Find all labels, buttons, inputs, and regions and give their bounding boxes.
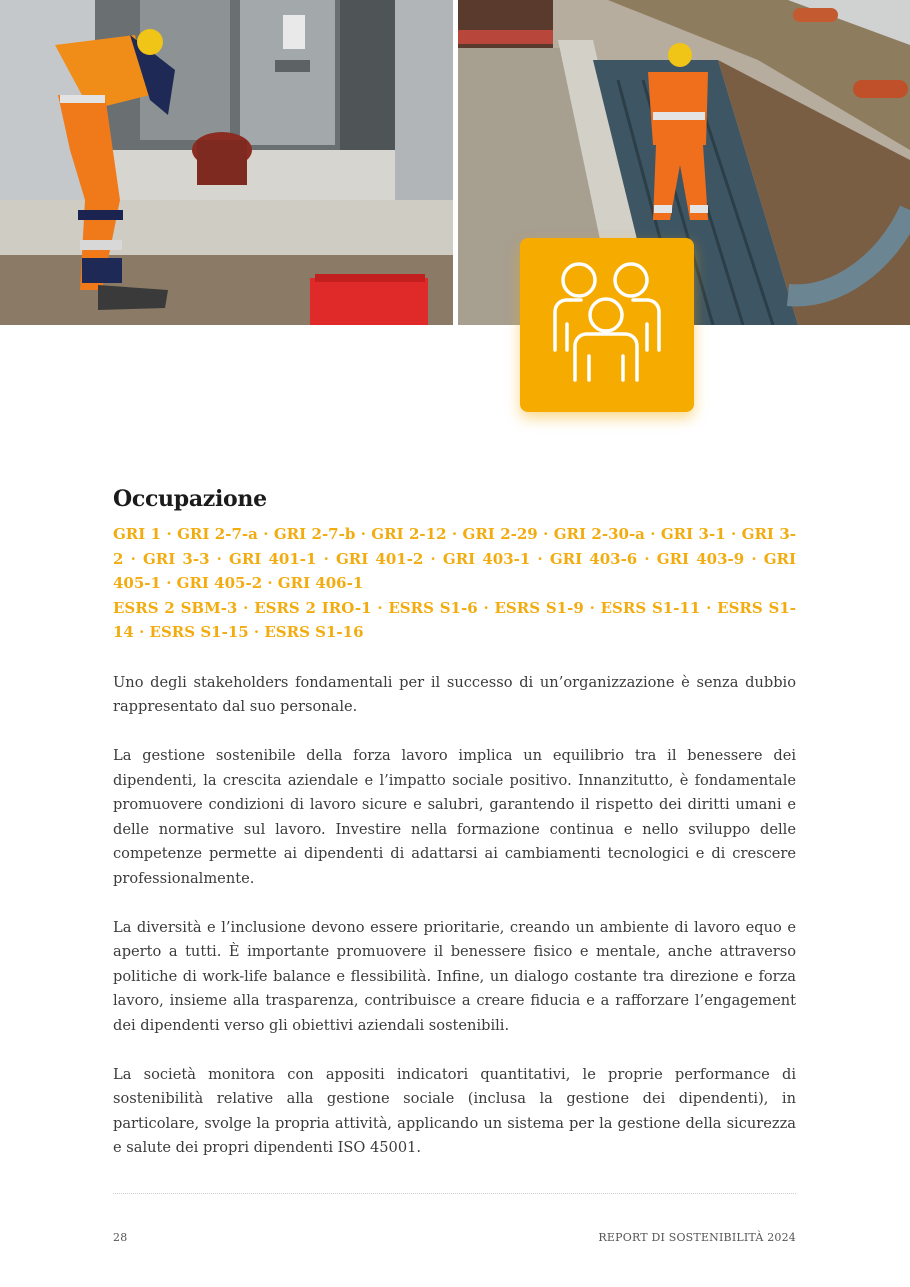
body-paragraph: La società monitora con appositi indicatori quantitativi, le proprie performance di sostenibilità relative alla gestione sociale (inclusa la gestione dei dipendenti), in particolare, svolge la propria attività, applicando un sistema per la gestione della sicurezza e salute dei propri dipendenti ISO 45001. <box>113 1065 796 1156</box>
report-title: REPORT DI SOSTENIBILITÀ 2024 <box>598 1231 796 1244</box>
esrs-codes: ESRS 2 SBM-3 · ESRS 2 IRO-1 · ESRS S1-6 · ESRS S1-9 · ESRS S1-11 · ESRS S1-14 · ESRS S1-15 · ESRS S1-16 <box>113 598 796 641</box>
worker-at-substation-photo <box>0 0 453 325</box>
body-paragraph: La diversità e l’inclusione devono essere prioritarie, creando un ambiente di lavoro equo e aperto a tutti. È importante promuovere il benessere fisico e mentale, anche attraverso politiche di work-life balance e flessibilità. Infine, un dialogo costante tra direzione e forza lavoro, insieme alla trasparenza, contribuisce a creare fiducia e a rafforzare l’engagement dei dipendenti verso gli obiettivi aziendali sostenibili. <box>113 918 796 1034</box>
gri-codes: GRI 1 · GRI 2-7-a · GRI 2-7-b · GRI 2-12 · GRI 2-29 · GRI 2-30-a · GRI 3-1 · GRI 3-2 · GRI 3-3 · GRI 401-1 · GRI 401-2 · GRI 403-1 · GRI 403-6 · GRI 403-9 · GRI 405-1 · GRI 405-2 · GRI 406-1 <box>113 525 796 592</box>
section-content <box>113 486 796 1161</box>
body-paragraph: Uno degli stakeholders fondamentali per il successo di un’organizzazione è senza dubbio rappresentato dal suo personale. <box>113 673 796 715</box>
body-paragraph: La gestione sostenibile della forza lavoro implica un equilibrio tra il benessere dei dipendenti, la crescita aziendale e l’impatto sociale positivo. Innanzitutto, è fondamentale promuovere condizioni di lavoro sicure e salubri, garantendo il rispetto dei diritti umani e delle normative sul lavoro. Investire nella formazione continua e nello sviluppo delle competenze permette ai dipendenti di adattarsi ai cambiamenti tecnologici e di crescere professionalmente. <box>113 747 796 887</box>
section-title: Occupazione <box>113 486 267 512</box>
page-number: 28 <box>113 1231 128 1244</box>
employees-badge <box>520 238 694 412</box>
footer-divider <box>113 1193 796 1194</box>
people-group-icon <box>551 262 663 388</box>
